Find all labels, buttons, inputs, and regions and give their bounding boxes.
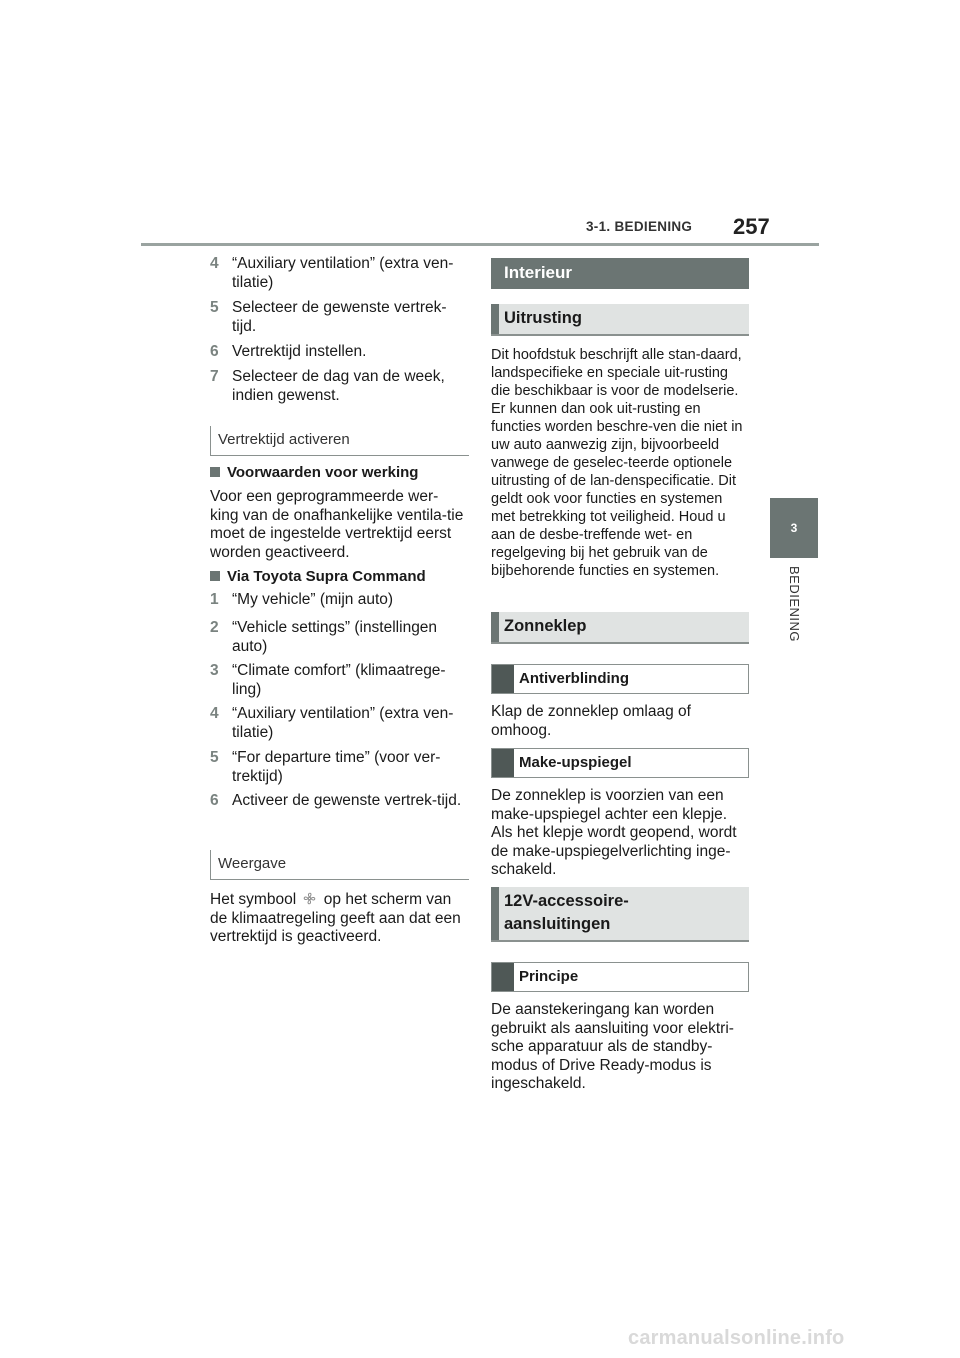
heading-principe <box>491 962 749 992</box>
uitrusting-paragraph: Dit hoofdstuk beschrijft alle stan-daard, landspecifieke en speciale uit-rusting die beschikbaar is voor de modelserie. Er kunnen dan ook uit-rusting en functies worden beschre-ven die niet in uw auto aanwezig zijn, bijvoorbeeld vanwege de geselec-teerde optionele uitrusting of de lan-denspecificatie. Dit geldt ook voor functies en systemen met betrekking tot veiligheid. Houd u aan de desbe-treffende wet- en regelgeving bij het gebruik van de bijbehorende functies en systemen. <box>491 347 743 579</box>
step-text: Selecteer de dag van de week, indien gewenst. <box>232 368 445 404</box>
via-heading <box>210 568 426 585</box>
subsection-title: Weergave <box>218 855 287 872</box>
page-number: 257 <box>733 214 770 239</box>
ventilation-fan-icon <box>303 892 316 905</box>
subsection-heading <box>210 850 469 880</box>
antiverblinding-paragraph: Klap de zonneklep omlaag of omhoog. <box>491 703 691 739</box>
chapter-tab <box>770 498 818 558</box>
heading-uitrusting-text: Uitrusting <box>504 309 582 327</box>
chapter-label: BEDIENING <box>787 566 802 643</box>
step-text: Selecteer de gewenste vertrek-tijd. <box>232 299 447 335</box>
principe-paragraph: De aanstekeringang kan worden gebruikt als aansluiting voor elektri-sche apparatuur als de standby-modus of Drive Ready-modus is ingeschakeld. <box>491 1001 734 1092</box>
step-number: 6 <box>210 792 219 809</box>
step-number: 4 <box>210 255 219 272</box>
step-item <box>210 343 465 362</box>
step-text: “Vehicle settings” (instellingen auto) <box>232 619 438 655</box>
heading-accent-block <box>492 665 514 693</box>
heading-uitrusting <box>491 304 749 336</box>
step-number: 4 <box>210 705 219 722</box>
heading-12v <box>491 887 749 942</box>
heading-make-upspiegel-text: Make-upspiegel <box>519 754 632 771</box>
step-item <box>210 299 465 336</box>
heading-zonneklep <box>491 612 749 644</box>
heading-interieur: Interieur <box>491 258 749 289</box>
square-bullet-icon <box>210 467 220 477</box>
heading-zonneklep-text: Zonneklep <box>504 617 587 635</box>
display-text-post: op het scherm van de klimaatregeling geeft aan dat een vertrektijd is geactiveerd. <box>210 891 461 945</box>
heading-antiverblinding-text: Antiverblinding <box>519 670 629 687</box>
step-item <box>210 662 465 699</box>
display-paragraph <box>210 891 470 947</box>
step-item <box>210 792 465 811</box>
condition-heading-text: Voorwaarden voor werking <box>227 464 419 481</box>
heading-principe-text: Principe <box>519 968 579 985</box>
watermark: carmanualsonline.info <box>628 1327 845 1349</box>
step-number: 3 <box>210 662 219 679</box>
step-number: 5 <box>210 299 219 316</box>
step-item <box>210 591 465 610</box>
step-item <box>210 705 465 742</box>
step-text: Vertrektijd instellen. <box>232 343 367 360</box>
subsection-heading <box>210 426 469 456</box>
heading-make-upspiegel <box>491 748 749 778</box>
step-number: 5 <box>210 749 219 766</box>
section-title: 3-1. BEDIENING <box>586 219 693 234</box>
heading-accent-bar <box>491 887 499 940</box>
step-text: “Climate comfort” (klimaatrege-ling) <box>232 662 446 698</box>
step-number: 1 <box>210 591 219 608</box>
chapter-number: 3 <box>790 521 798 535</box>
display-text-pre: Het symbool <box>210 891 297 908</box>
subsection-title: Vertrektijd activeren <box>218 431 350 448</box>
step-item <box>210 619 465 656</box>
square-bullet-icon <box>210 571 220 581</box>
heading-accent-bar <box>491 304 499 334</box>
condition-paragraph: Voor een geprogrammeerde wer-king van de onafhankelijke ventila-tie moet de ingestelde vertrektijd eerst worden geactiveerd. <box>210 488 464 561</box>
heading-accent-bar <box>491 612 499 642</box>
step-text: “My vehicle” (mijn auto) <box>232 591 394 608</box>
step-text: Activeer de gewenste vertrek-tijd. <box>232 792 462 809</box>
via-heading-text: Via Toyota Supra Command <box>227 568 426 585</box>
step-number: 7 <box>210 368 219 385</box>
step-item <box>210 368 465 405</box>
make-upspiegel-paragraph: De zonneklep is voorzien van een make-upspiegel achter een klepje. Als het klepje wordt geopend, wordt de make-upspiegelverlichting inge-schakeld. <box>491 787 737 878</box>
heading-12v-line2: aansluitingen <box>504 915 611 933</box>
step-number: 6 <box>210 343 219 360</box>
step-item <box>210 749 465 786</box>
heading-accent-block <box>492 963 514 991</box>
step-item <box>210 255 465 292</box>
heading-12v-line1: 12V-accessoire- <box>504 892 629 910</box>
condition-heading <box>210 464 418 481</box>
step-text: “Auxiliary ventilation” (extra ven-tilatie) <box>232 705 454 741</box>
header-rule <box>141 243 819 246</box>
heading-accent-block <box>492 749 514 777</box>
step-text: “Auxiliary ventilation” (extra ven-tilatie) <box>232 255 454 291</box>
step-number: 2 <box>210 619 219 636</box>
heading-antiverblinding <box>491 664 749 694</box>
step-text: “For departure time” (voor ver-trektijd) <box>232 749 441 785</box>
